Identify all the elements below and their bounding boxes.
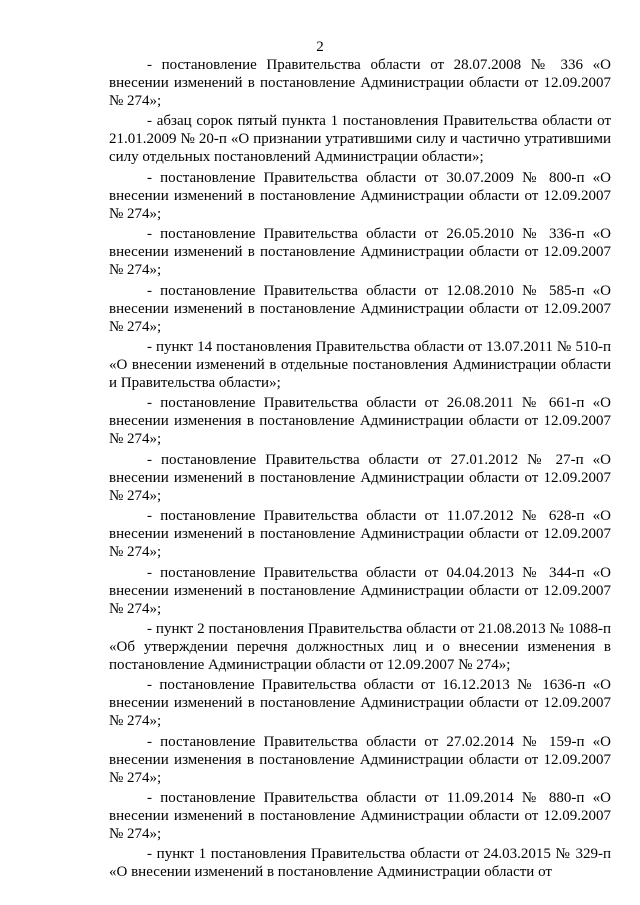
list-item: - пункт 14 постановления Правительства области от 13.07.2011 № 510-п «О внесении изменений в отдельные постановления Администрации области и Правительства области»; [109, 338, 611, 391]
list-item: - постановление Правительства области от 26.08.2011 № 661-п «О внесении изменения в постановление Администрации области от 12.09.2007 № 274»; [109, 395, 611, 448]
list-item: - постановление Правительства области от 26.05.2010 № 336-п «О внесении изменений в постановление Администрации области от 12.09.2007 № 274»; [109, 226, 611, 279]
list-item: - постановление Правительства области от 27.02.2014 № 159-п «О внесении изменения в постановление Администрации области от 12.09.2007 № 274»; [109, 733, 611, 786]
list-item: - постановление Правительства области от 11.09.2014 № 880-п «О внесении изменений в постановление Администрации области от 12.09.2007 № 274»; [109, 790, 611, 843]
page-number: 2 [316, 39, 324, 55]
list-item: - пункт 2 постановления Правительства области от 21.08.2013 № 1088-п «Об утверждении перечня должностных лиц и о внесении изменения в постановление Администрации области от 12.09.2007 № 274»; [109, 620, 611, 673]
list-item: - постановление Правительства области от 27.01.2012 № 27-п «О внесении изменений в постановление Администрации области от 12.09.2007 № 274»; [109, 451, 611, 504]
list-item: - постановление Правительства области от 04.04.2013 № 344-п «О внесении изменений в постановление Администрации области от 12.09.2007 № 274»; [109, 564, 611, 617]
list-item: - пункт 1 постановления Правительства области от 24.03.2015 № 329-п «О внесении изменений в постановление Администрации области от [109, 846, 611, 881]
list-item: - постановление Правительства области от 12.08.2010 № 585-п «О внесении изменений в постановление Администрации области от 12.09.2007 № 274»; [109, 282, 611, 335]
list-item: - постановление Правительства области от 16.12.2013 № 1636-п «О внесении изменений в постановление Администрации области от 12.09.2007 № 274»; [109, 677, 611, 730]
list-item: - абзац сорок пятый пункта 1 постановления Правительства области от 21.01.2009 № 20-п «О признании утратившими силу и частично утратившими силу отдельных постановлений Администрации области»; [109, 113, 611, 166]
list-item: - постановление Правительства области от 28.07.2008 № 336 «О внесении изменений в постановление Администрации области от 12.09.2007 № 274»; [109, 57, 611, 109]
document-body [109, 56, 611, 881]
list-item: - постановление Правительства области от 11.07.2012 № 628-п «О внесении изменений в постановление Администрации области от 12.09.2007 № 274»; [109, 508, 611, 561]
list-item: - постановление Правительства области от 30.07.2009 № 800-п «О внесении изменений в постановление Администрации области от 12.09.2007 № 274»; [109, 169, 611, 222]
